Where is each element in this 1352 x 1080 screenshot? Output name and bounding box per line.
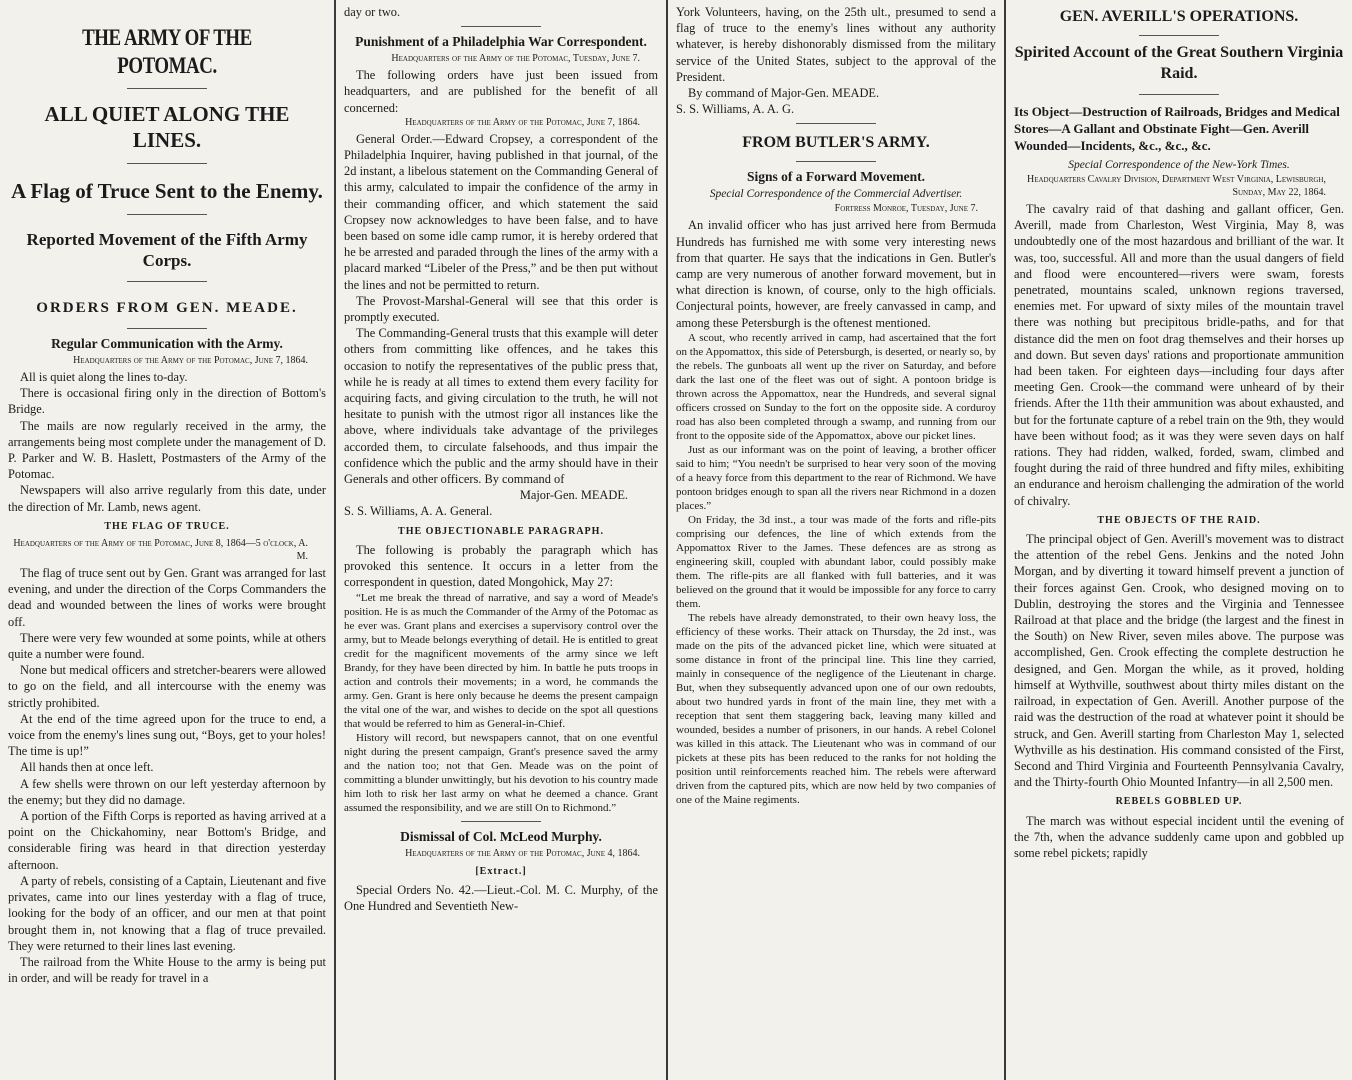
deck-southern-virginia-raid: Spirited Account of the Great Southern Virginia Raid.: [1014, 44, 1344, 82]
deck-fifth-corps: Reported Movement of the Fifth Army Corps.: [26, 230, 308, 270]
signature: S. S. Williams, A. A. G.: [676, 102, 795, 117]
paragraph: The rebels have already demonstrated, to their own heavy loss, the efficiency of these works. Their attack on Thursday, the 2d inst., was made on the pits of the advanced picket line, which were situated at some distance in front of the principal line. This line they carried, mainly in consequence of the negligence of the Lieutenant in charge. But, when they subsequently advanced upon one of our own redoubts, about two hundred yards in front of the main line, they met with a reception that sent them staggering back, leaving many killed and wounded, besides a number of prisoners, in our hands. A rebel Colonel was killed in this attack. The Lieutenant who was in command of our pickets at these pits has been reduced to the ranks for not holding the position until reinforcements reached him. The rebels were afterward driven from the captured pits, which are now held by two companies of one of the Maine regiments.: [676, 611, 996, 806]
column-1: [0, 0, 334, 1080]
divider: [1139, 35, 1219, 36]
correspondence-credit: Special Correspondence of the New-York Times.: [1068, 159, 1290, 171]
section-head-rebels-gobbled: REBELS GOBBLED UP.: [1115, 796, 1243, 808]
section-head-objectionable-paragraph: THE OBJECTIONABLE PARAGRAPH.: [398, 525, 604, 537]
paragraph: A scout, who recently arrived in camp, had ascertained that the fort on the Appomattox, this side of Petersburgh, is deserted, or nearly so, by the rebels. The gunboats all went up the river on Saturday, and before dark the last one of the fleet was out of sight. A pontoon bridge is thrown across the Appomattox, near the Hundreds, and several signal officers crossed on Sunday to the fort on the opposite side. A corduroy road has also been completed through a swamp, and running from our front to the opposite side of the Appomattox, above our picket lines.: [676, 331, 996, 442]
paragraph: day or two.: [344, 5, 401, 19]
quoted-paragraph: “Let me break the thread of narrative, and say a word of Meade's position. He is as much the Commander of the Army of the Potomac as he ever was. Grant plans and exercises a supervisory control over the army, but to Meade belongs everything of detail. He is entitled to great credit for the magnificent movements of the army since we left Brandy, for they have been directed by him. In battle he puts troops in action and controls their movements; in a word, he commands the army. Gen. Grant is here only because he deems the present campaign the vital one of the war, and wishes to decide on the spot all questions that would be referred to him as General-in-Chief.: [344, 591, 658, 730]
divider: [796, 161, 876, 162]
paragraph: The Provost-Marshal-General will see that this order is promptly executed.: [344, 293, 658, 325]
paragraph: The following is probably the paragraph which has provoked this sentence. It occurs in a letter from the correspondent in question, dated Mongohick, May 27:: [344, 542, 658, 590]
section-head-objects-of-raid: THE OBJECTS OF THE RAID.: [1097, 514, 1261, 526]
divider: [127, 328, 207, 329]
dateline: Headquarters of the Army of the Potomac, June 7, 1864.: [405, 116, 640, 128]
section-head-flag-of-truce: THE FLAG OF TRUCE.: [104, 520, 230, 532]
paragraph: None but medical officers and stretcher-bearers were allowed to go on the field, and all intercourse with the enemy was strictly prohibited.: [8, 663, 326, 710]
paragraph: Special Orders No. 42.—Lieut.-Col. M. C. Murphy, of the One Hundred and Seventieth New-: [344, 882, 658, 913]
divider: [127, 214, 207, 215]
column-3: [668, 0, 1004, 1080]
paragraph: A few shells were thrown on our left yesterday afternoon by the enemy; but they did no damage.: [8, 776, 326, 807]
paragraph: The cavalry raid of that dashing and gallant officer, Gen. Averill, made from Charleston, West Virginia, May 8, was undoubtedly one of the most hazardous and brilliant of the war. It was, too, successful. All and more than the usual dangers of field and flood were encountered—rivers were swam, forests penetrated, mountains scaled, unknown regions traversed, enemies met. For upward of sixty miles of the mountain travel there was nothing but precipitous bridle-paths, and for that distance did the men on foot drag themselves and their horses up and down. But seven days' rations and proportionate ammunition had been taken. For eighteen days—including four days after meeting Gen. Crook—the command were unheard of by their friends. After the 11th their ammunition was about exhausted, and but for the fortunate capture of a rebel train on the 9th, they would have been without food; as it was they were seven days on half rations. They had ridden, walked, forded, swam, climbed and fought during the raid of three hundred and fifty miles, exhibiting an endurance and heroism challenging the admiration of the world of chivalry.: [1014, 202, 1344, 508]
deck-flag-of-truce: A Flag of Truce Sent to the Enemy.: [11, 179, 323, 203]
subhead-regular-communication: Regular Communication with the Army.: [51, 336, 283, 351]
dateline: Headquarters of the Army of the Potomac, June 8, 1864—5 o'clock, A. M.: [13, 538, 308, 563]
paragraph: The railroad from the White House to the army is being put in order, and will be ready for travel in a: [8, 954, 326, 986]
paragraph: Just as our informant was on the point of leaving, a brother officer said to him; “You needn't be surprised to hear very soon of the moving of a heavy force from this department to the rear of Richmond. We have pontoon bridges enough to span all the rivers near Richmond in a dozen places.”: [676, 443, 996, 512]
divider: [461, 821, 541, 822]
paragraph: The principal object of Gen. Averill's movement was to distract the attention of the rebel Gens. Jenkins and the noted John Morgan, and by diverting it toward himself prevent a junction of their forces against Gen. Crook, who designed moving on to Dublin, destroying the stores and the Virginia and Tennessee Railroad at that place and the bridge (the largest and the finest in the South) on New River, seven miles above. The purpose was accomplished, Gen. Crook effecting the complete destruction he designed, and Gen. Morgan the while, as it proved, holding himself at Wythville, southwest about thirty miles distant on the railroad, in expectation of Gen. Averill. Another purpose of the raid was the destruction of the road at whatever point it should be struck, and Gen. Averill starting from Charleston May 1, selected Wythville as his destination. His command consisted of the First, Second and Third Virginia and Fourteenth Pennsylvania Cavalry, and the Thirty-fourth Ohio Mounted Infantry—in all 2,500 men.: [1014, 532, 1344, 790]
dateline: Headquarters of the Army of the Potomac, June 4, 1864.: [405, 847, 640, 859]
paragraph: The following orders have just been issued from headquarters, and are published for the benefit of all concerned:: [344, 68, 658, 115]
divider: [461, 26, 541, 27]
deck-orders-meade: ORDERS FROM GEN. MEADE.: [36, 300, 298, 316]
paragraph: The mails are now regularly received in the army, the arrangements being most complete under the management of D. P. Parker and W. B. Haslett, Postmasters of the Army of the Potomac.: [8, 418, 326, 482]
paragraph: An invalid officer who has just arrived here from Bermuda Hundreds has furnished me with some very interesting news from that quarter. He says that the indications in Gen. Butler's camp are very numerous of another forward movement, but in what direction is known, of course, only to the high officials. Conjectural points, however, are freely canvassed in camp, and among these Petersburgh is the oftenest mentioned.: [676, 218, 996, 330]
divider: [127, 281, 207, 282]
paragraph: All hands then at once left.: [20, 760, 154, 775]
divider: [127, 163, 207, 164]
paragraph: All is quiet along the lines to-day.: [20, 370, 188, 384]
divider: [1139, 94, 1219, 95]
extract-label: [Extract.]: [475, 865, 527, 877]
quoted-paragraph: History will record, but newspapers cannot, that on one eventful night during the present campaign, Grant's presence saved the army and the nation too; not that Gen. Meade was on the point of committing a blunder unwittingly, but his devotion to his country made him loth to risk her last army on what he deemed a chance. Grant assumed the responsibility, and we are still On to Richmond.”: [344, 731, 658, 814]
paragraph: There were very few wounded at some points, while at others quite a number were found.: [8, 630, 326, 662]
subhead-forward-movement: Signs of a Forward Movement.: [746, 169, 926, 185]
column-2: [336, 0, 666, 1080]
deck-objects-summary: Its Object—Destruction of Railroads, Bridges and Medical Stores—A Gallant and Obstinate Fight—Gen. Averill Wounded—Incidents, &c., &c., &c.: [1014, 104, 1340, 153]
subhead-dismissal-murphy: Dismissal of Col. McLeod Murphy.: [400, 828, 602, 844]
dateline: Fortress Monroe, Tuesday, June 7.: [834, 203, 978, 215]
paragraph: Newspapers will also arrive regularly from this date, under the direction of Mr. Lamb, news agent.: [8, 483, 326, 514]
subhead-punishment-correspondent: Punishment of a Philadelphia War Correspondent.: [355, 34, 647, 50]
signature: S. S. Williams, A. A. General.: [344, 504, 493, 519]
paragraph: General Order.—Edward Cropsey, a correspondent of the Philadelphia Inquirer, having published in that journal, of the 2d instant, a libelous statement on the Commanding General of this army, calculated to impair the confidence of the army in their commanding officer, and which statement the said Cropsey now acknowledges to have been false, and to have been based on some idle camp rumor, it is hereby ordered that he be arrested and paraded through the lines of the army with a placard marked “Libeler of the Press,” and be then put without the lines and not be permitted to return.: [344, 131, 658, 292]
divider: [127, 88, 207, 89]
deck-all-quiet: ALL QUIET ALONG THE LINES.: [44, 102, 290, 152]
signature: By command of Major-Gen. MEADE.: [688, 86, 880, 101]
column-4: [1006, 0, 1352, 1080]
dateline: Headquarters of the Army of the Potomac, June 7, 1864.: [73, 355, 308, 366]
headline-army-of-potomac: THE ARMY OF THE POTOMAC.: [82, 25, 252, 78]
headline-butlers-army: FROM BUTLER'S ARMY.: [742, 134, 930, 152]
signature: Major-Gen. MEADE.: [519, 488, 628, 503]
paragraph: A party of rebels, consisting of a Captain, Lieutenant and five privates, came into our lines yesterday with a flag of truce, looking for the body of an officer, and our men at that point brought them in, not knowing that a flag of truce prevailed. They were returned to their lines last evening.: [8, 873, 326, 953]
paragraph: The Commanding-General trusts that this example will deter others from committing like offences, and he takes this occasion to notify the representatives of the public press that, while he is ready at all times to extend them every facility for acquiring facts, and giving circulation to the truth, he will not hesitate to punish with the utmost rigor all instances like the above, where individuals take advantage of the privileges accorded them, to circulate falsehoods, and thus impair the confidence which the public and the army should have in their Generals and other officers. By command of: [344, 326, 658, 487]
divider: [796, 123, 876, 124]
dateline: Headquarters Cavalry Division, Department West Virginia, Lewisburgh, Sunday, May 22, 1864.: [1026, 174, 1326, 198]
headline-averill-operations: GEN. AVERILL'S OPERATIONS.: [1059, 8, 1299, 25]
paragraph: On Friday, the 3d inst., a tour was made of the forts and rifle-pits comprising our defences, the line of which extends from the Appomattox River to the James. These defences are as strong as engineering skill, coupled with abundant labor, could possibly make them. The rifle-pits are all flanked with full batteries, and it was believed on the ground that it would be impossible for any force to carry them.: [676, 513, 996, 610]
paragraph: The march was without especial incident until the evening of the 7th, when the advance suddenly came upon and gobbled up some rebel pickets; rapidly: [1014, 813, 1344, 860]
paragraph: At the end of the time agreed upon for the truce to end, a voice from the enemy's lines sung out, “Boys, get to your holes! The time is up!”: [8, 711, 326, 759]
paragraph: A portion of the Fifth Corps is reported as having arrived at a point on the Chickahominy, near Bottom's Bridge, and considerable firing was heard in that direction yesterday afternoon.: [8, 809, 326, 872]
paragraph: The flag of truce sent out by Gen. Grant was arranged for last evening, and under the direction of the Corps Commanders the dead and wounded between the lines of works were brought off.: [8, 566, 326, 629]
dateline: Headquarters of the Army of the Potomac, Tuesday, June 7.: [391, 53, 640, 65]
correspondence-credit: Special Correspondence of the Commercial Advertiser.: [709, 188, 963, 201]
paragraph: York Volunteers, having, on the 25th ult., presumed to send a flag of truce to the enemy's lines without any authority whatever, is hereby dishonorably dismissed from the military service of the United States, subject to the approval of the President.: [676, 5, 996, 84]
paragraph: There is occasional firing only in the direction of Bottom's Bridge.: [8, 386, 326, 417]
